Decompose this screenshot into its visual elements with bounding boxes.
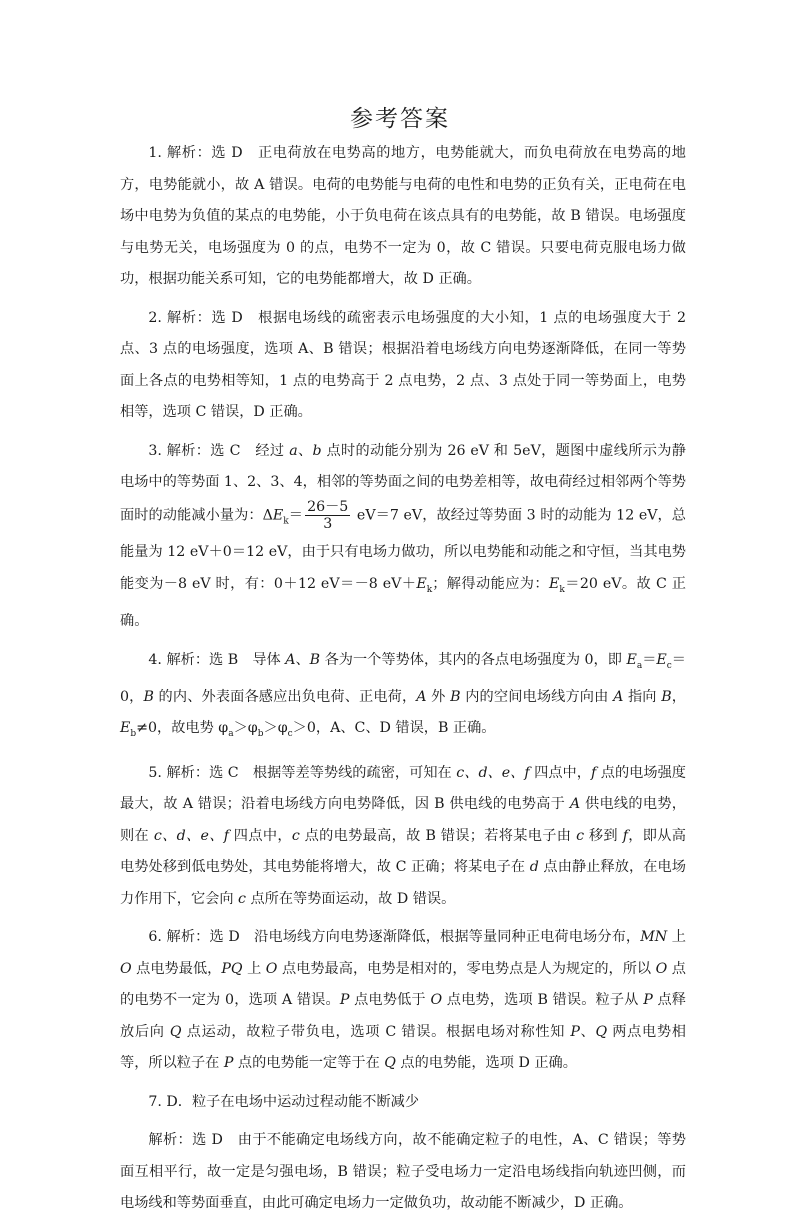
answer-4: 4. 解析：选 B 导体 A、B 各为一个等势体，其内的各点电场强度为 0，即 $E_a=E_c=0$，B 的内、外表面各感应出负电荷、正电荷，A 外 B 内的空间电场线方向由 A 指向 B，$E_b\ne 0$，故电势 $\varphi_a>\varphi_b>\varphi_c>0$，A、C、D 错误，B 正确。	[120, 651, 686, 740]
answer-content	[120, 138, 686, 1227]
answer-2: 2. 解析：选 D 根据电场线的疏密表示电场强度的大小知，1 点的电场强度大于 2 点、3 点的电场强度，选项 A、B 错误；根据沿着电场线方向电势逐渐降低，在同一等势面上各点的电势相等知，1 点的电势高于 2 点电势，2 点、3 点处于同一等势面上，电势相等，选项 C 错误，D 正确。	[120, 309, 686, 420]
answer-7-explanation: 解析：选 D 由于不能确定电场线方向，故不能确定粒子的电性，A、C 错误；等势面互相平行，故一定是匀强电场，B 错误；粒子受电场力一定沿电场线指向轨迹凹侧，而电场线和等势面垂直，由此可确定电场力一定做负功，故动能不断减少，D 正确。	[120, 1132, 686, 1212]
fraction-denominator: 3	[323, 515, 333, 532]
answer-3: 3. 解析：选 C 经过 a、b 点时的动能分别为 26 eV 和 5eV，题图中虚线所示为静电场中的等势面 1、2、3、4，相邻的等势面之间的电势差相等，故电荷经过相邻两个等势面时的动能减小量为：$\Delta E_k=$ $\frac{26-5}{3}$ eV＝7 eV，故经过等势面 3 时的动能为 12 eV，总能量为 12 eV＋0＝12 eV，由于只有电场力做功，所以电势能和动能之和守恒，当其电势能变为－8 eV 时，有：0＋12 eV＝－8 $eV+E_k$；解得动能应为：$E_k=20$ eV。故 C 正确。	[120, 442, 686, 630]
page-title: 参考答案	[350, 106, 450, 132]
answer-6: 6. 解析：选 D 沿电场线方向电势逐渐降低，根据等量同种正电荷电场分布，MN 上 O 点电势最低，PQ 上 O 点电势最高，电势是相对的，零电势点是人为规定的，所以 O 点的电势不一定为 0，选项 A 错误。P 点电势低于 O 点电势，选项 B 错误。粒子从 P 点释放后向 Q 点运动，故粒子带负电，选项 C 错误。根据电场对称性知 P、Q 两点电势相等，所以粒子在 P 点的电势能一定等于在 Q 点的电势能，选项 D 正确。	[120, 929, 686, 1072]
fraction-numerator: 26－5	[307, 498, 349, 515]
fraction	[305, 499, 350, 532]
answer-5: 5. 解析：选 C 根据等差等势线的疏密，可知在 c、d、e、f 四点中，f 点的电场强度最大，故 A 错误；沿着电场线方向电势降低，因 B 供电线的电势高于 A 供电线的电势，则在 c、d、e、f 四点中，c 点的电势最高，故 B 错误；若将某电子由 c 移到 f，即从高电势处移到低电势处，其电势能将增大，故 C 正确；将某电子在 d 点由静止释放，在电场力作用下，它会向 c 点所在等势面运动，故 D 错误。	[120, 764, 686, 907]
answer-1: 1. 解析：选 D 正电荷放在电势高的地方，电势能就大，而负电荷放在电势高的地方，电势能就小，故 A 错误。电荷的电势能与电荷的电性和电势的正负有关，正电荷在电场中电势为负值的某点的电势能，小于负电荷在该点具有的电势能，故 B 错误。电场强度与电势无关，电场强度为 0 的点，电势不一定为 0，故 C 错误。只要电荷克服电场力做功，根据功能关系可知，它的电势能都增大，故 D 正确。	[120, 145, 686, 287]
answer-7-heading: 7. D．粒子在电场中运动过程动能不断减少	[148, 1093, 420, 1110]
